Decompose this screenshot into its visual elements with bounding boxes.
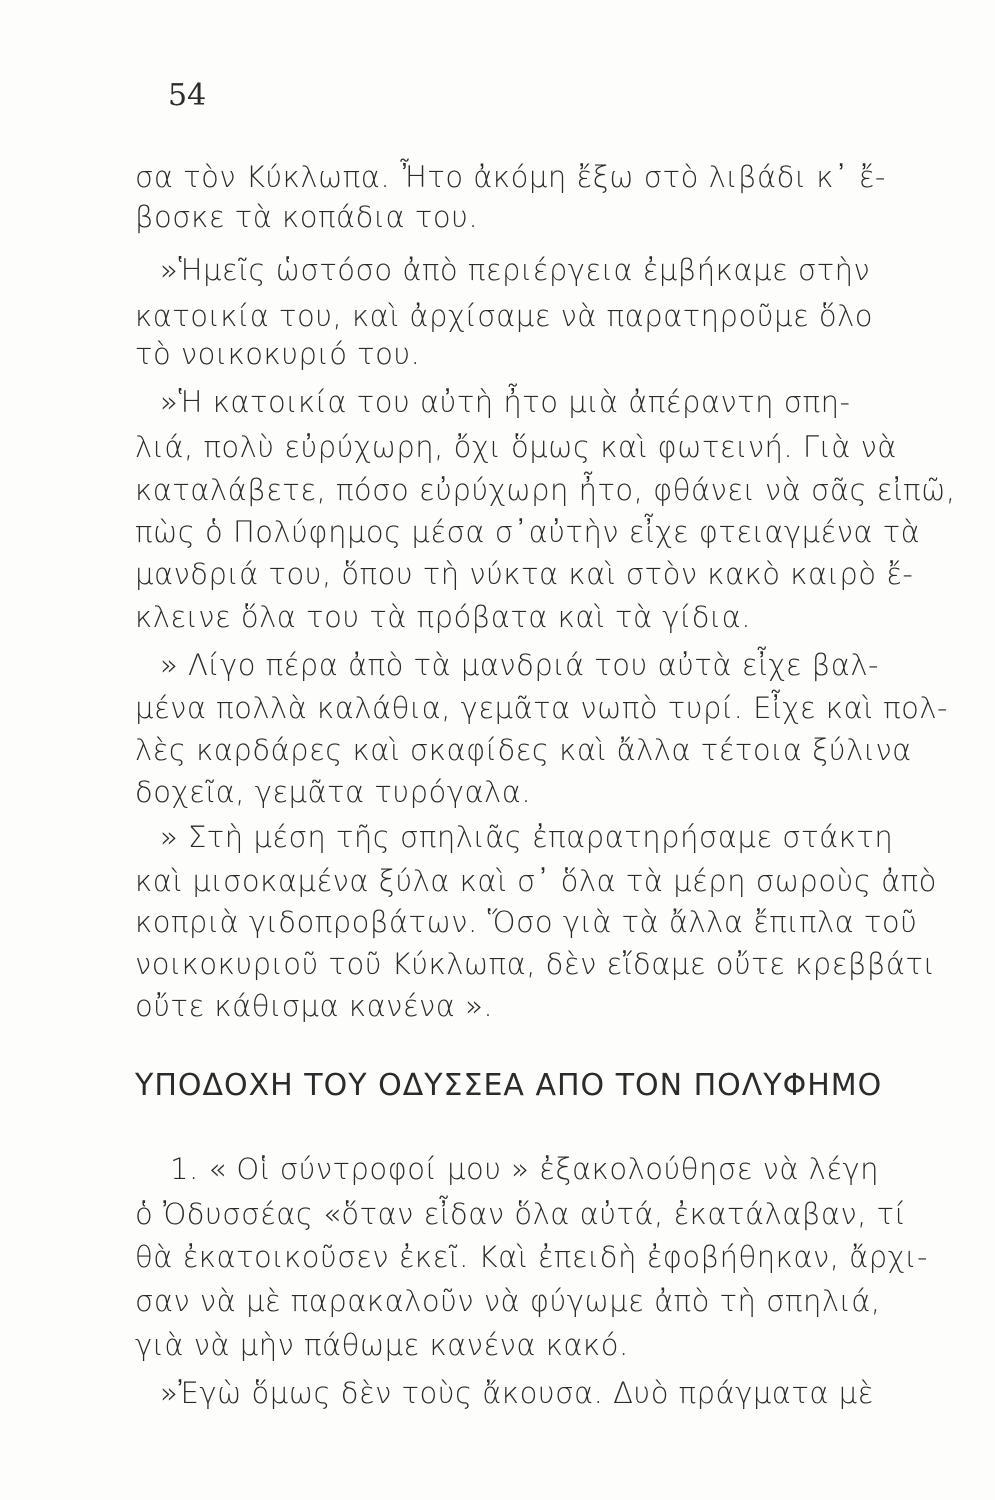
text-line: σαν νὰ μὲ παρακαλοῦν νὰ φύγωμε ἀπὸ τὴ σπηλιά, [135, 1284, 881, 1318]
text-line: κοπριὰ γιδοπροβάτων. Ὅσο γιὰ τὰ ἄλλα ἔπιπλα τοῦ [135, 905, 918, 939]
text-line: » Λίγο πέρα ἀπὸ τὰ μανδριά του αὐτὰ εἶχε βαλ- [160, 648, 880, 682]
text-line: βοσκε τὰ κοπάδια του. [135, 200, 479, 234]
text-line: σα τὸν Κύκλωπα. Ἦτο ἀκόμη ἔξω στὸ λιβάδι κ᾽ ἔ- [135, 160, 886, 194]
text-line: λὲς καρδάρες καὶ σκαφίδες καὶ ἄλλα τέτοια ξύλινα [135, 733, 912, 767]
text-line: » Στὴ μέση τῆς σπηλιᾶς ἐπαρατηρήσαμε στάκτη [160, 820, 894, 854]
text-line: καταλάβετε, πόσο εὐρύχωρη ἦτο, φθάνει νὰ σᾶς εἰπῶ, [135, 473, 956, 507]
text-line: οὔτε κάθισμα κανένα ». [135, 989, 494, 1023]
text-line: γιὰ νὰ μὴν πάθωμε κανένα κακό. [135, 1328, 629, 1362]
text-line: κατοικία του, καὶ ἀρχίσαμε νὰ παρατηροῦμε ὅλο [135, 299, 873, 333]
text-line: νοικοκυριοῦ τοῦ Κύκλωπα, δὲν εἴδαμε οὔτε κρεββάτι [135, 947, 936, 981]
text-line: δοχεῖα, γεμᾶτα τυρόγαλα. [135, 775, 532, 809]
text-line: κλεινε ὅλα του τὰ πρόβατα καὶ τὰ γίδια. [135, 600, 751, 634]
section-heading: ΥΠΟΔΟΧΗ ΤΟΥ ΟΔΥΣΣΕΑ ΑΠΟ ΤΟΝ ΠΟΛΥΦΗΜΟ [135, 1068, 883, 1103]
text-line: »Ἡ κατοικία του αὐτὴ ἦτο μιὰ ἀπέραντη σπη- [160, 385, 851, 419]
text-line: »Ἡμεῖς ὡστόσο ἀπὸ περιέργεια ἐμβήκαμε στὴν [160, 253, 871, 287]
text-line: καὶ μισοκαμένα ξύλα καὶ σ᾽ ὅλα τὰ μέρη σωροὺς ἀπὸ [135, 864, 937, 898]
text-line: 1. « Οἱ σύντροφοί μου » ἐξακολούθησε νὰ λέγη [170, 1152, 880, 1186]
text-line: τὸ νοικοκυριό του. [135, 337, 421, 371]
text-line: πὼς ὁ Πολύφημος μέσα σ᾽αὐτὴν εἶχε φτειαγμένα τὰ [135, 515, 921, 549]
text-line: μένα πολλὰ καλάθια, γεμᾶτα νωπὸ τυρί. Εἶχε καὶ πολ- [135, 691, 948, 725]
text-line: λιά, πολὺ εὐρύχωρη, ὄχι ὅμως καὶ φωτεινή. Γιὰ νὰ [135, 430, 897, 464]
text-line: μανδριά του, ὅπου τὴ νύκτα καὶ στὸν κακὸ καιρὸ ἔ- [135, 557, 914, 591]
text-line: θὰ ἐκατοικοῦσεν ἐκεῖ. Καὶ ἐπειδὴ ἐφοβήθηκαν, ἄρχι- [135, 1240, 929, 1274]
text-line: »Ἐγὼ ὅμως δὲν τοὺς ἄκουσα. Δυὸ πράγματα μὲ [160, 1376, 874, 1410]
page-number: 54 [168, 78, 207, 113]
text-line: ὁ Ὀδυσσέας «ὅταν εἶδαν ὅλα αὐτά, ἐκατάλαβαν, τί [135, 1197, 907, 1231]
